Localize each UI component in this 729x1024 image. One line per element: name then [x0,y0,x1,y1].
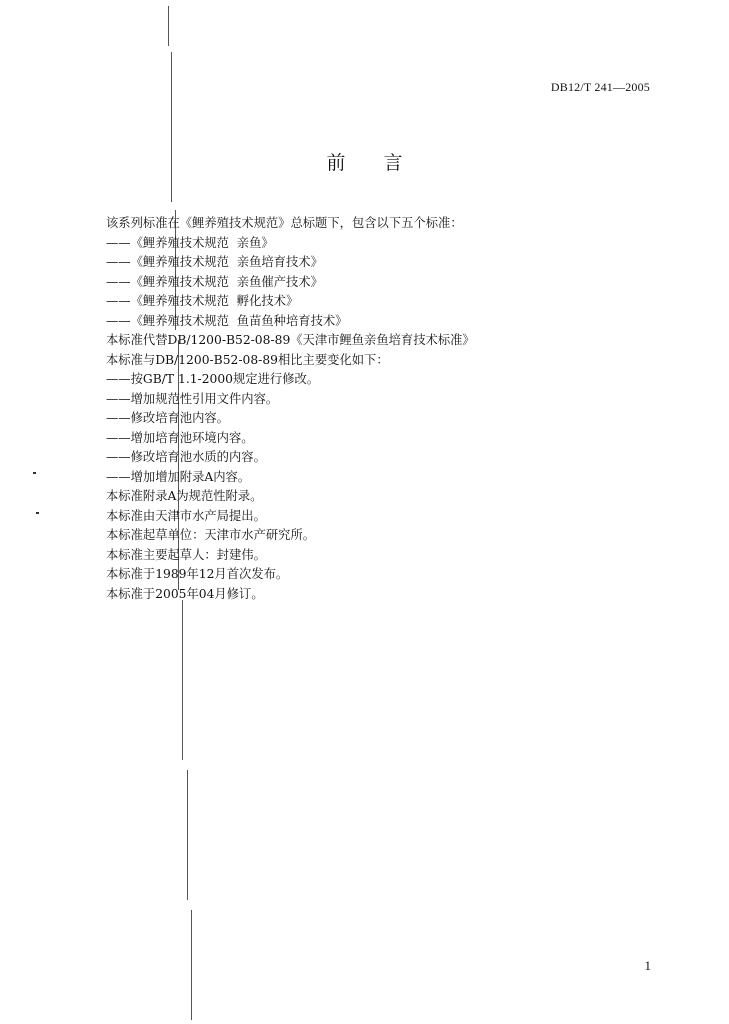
foreword-line: ——《鲤养殖技术规范 亲鱼培育技术》 [106,255,323,269]
foreword-line: ——《鲤养殖技术规范 鱼苗鱼种培育技术》 [106,313,348,328]
foreword-line: 本标准于2005年04月修订。 [106,586,264,601]
foreword-line: 本标准于1989年12月首次发布。 [106,567,289,581]
foreword-line: ——《鲤养殖技术规范 亲鱼》 [106,235,274,250]
foreword-body [106,214,666,604]
scan-artifact-dot [36,512,39,514]
foreword-line: ——修改培育池内容。 [106,411,229,425]
foreword-line: ——《鲤养殖技术规范 亲鱼催产技术》 [106,274,323,289]
foreword-line: 本标准起草单位：天津市水产研究所。 [106,528,316,542]
foreword-line: 该系列标准在《鲤养殖技术规范》总标题下，包含以下五个标准： [106,216,463,230]
scan-artifact-dot [33,472,36,474]
scan-artifact-line [187,770,188,900]
scan-artifact-line [168,6,169,46]
page-title: 前言 [326,152,441,174]
foreword-line: ——增加增加附录A内容。 [106,469,251,484]
foreword-line: 本标准附录A为规范性附录。 [106,489,263,503]
foreword-line: ——《鲤养殖技术规范 孵化技术》 [106,294,299,308]
foreword-line: ——增加规范性引用文件内容。 [106,391,279,406]
foreword-line: 本标准主要起草人：封建伟。 [106,547,266,562]
scan-artifact-line [182,600,183,760]
foreword-line: 本标准代替DB/1200-B52-08-89《天津市鲤鱼亲鱼培育技术标准》 [106,333,475,347]
scan-artifact-line [171,52,172,202]
standard-code: DB12/T 241—2005 [550,80,650,94]
foreword-line: ——按GB/T 1.1-2000规定进行修改。 [106,372,320,386]
scan-artifact-line [191,910,192,1020]
page-number: 1 [644,958,651,973]
foreword-line: 本标准与DB/1200-B52-08-89相比主要变化如下： [106,352,389,367]
foreword-line: 本标准由天津市水产局提出。 [106,508,266,523]
foreword-line: ——增加培育池环境内容。 [106,430,254,445]
foreword-line: ——修改培育池水质的内容。 [106,450,266,464]
